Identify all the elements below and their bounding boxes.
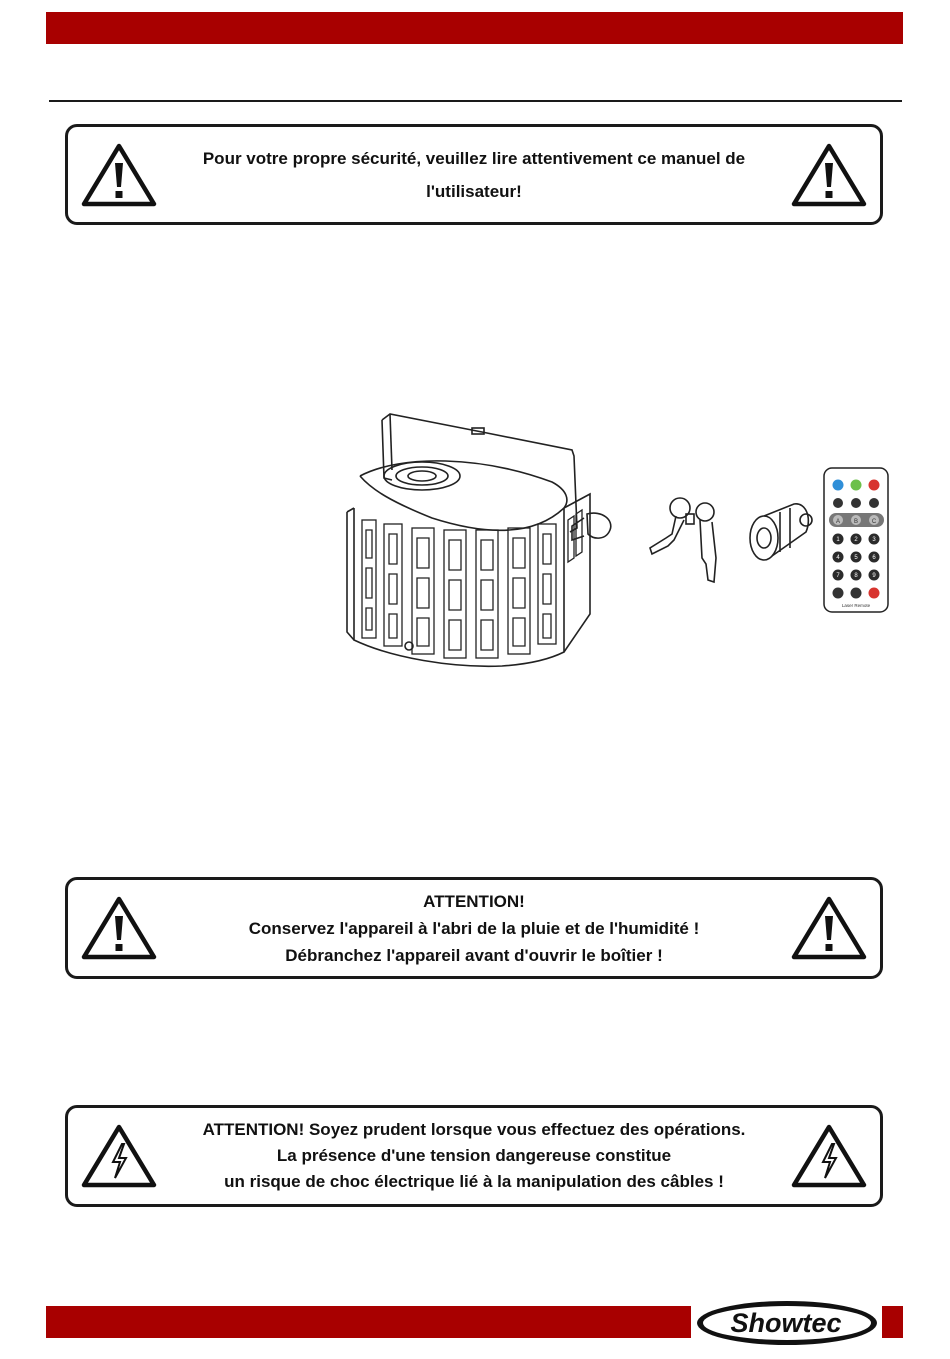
warning-triangle-icon — [790, 141, 868, 209]
keys-drawing — [650, 498, 716, 582]
attention-warning-line: Débranchez l'appareil avant d'ouvrir le boîtier ! — [285, 945, 663, 965]
remote-number-label: 9 — [872, 573, 876, 580]
logo-wordmark: Showtec — [730, 1308, 842, 1338]
footer-accent-bar — [46, 1306, 691, 1338]
electric-warning-line: un risque de choc électrique lié à la manipulation des câbles ! — [224, 1172, 724, 1191]
attention-warning-line: Conservez l'appareil à l'abri de la pluie et de l'humidité ! — [248, 918, 700, 938]
electric-hazard-icon — [80, 1122, 158, 1190]
key-switch-drawing — [750, 504, 812, 560]
remote-number-label: 8 — [854, 573, 858, 580]
remote-button-a: A — [835, 519, 841, 525]
electric-warning-line: ATTENTION! Soyez prudent lorsque vous effectuez des opérations. — [202, 1120, 746, 1139]
electric-hazard-icon — [790, 1122, 868, 1190]
warning-triangle-icon — [790, 894, 868, 962]
attention-warning-box — [65, 877, 883, 979]
footer-accent-stub — [882, 1306, 903, 1338]
safety-warning-line: Pour votre propre sécurité, veuillez lire attentivement ce manuel de — [202, 148, 746, 168]
remote-button-c: C — [871, 519, 877, 525]
remote-number-label: 1 — [836, 537, 840, 544]
electric-warning-text — [168, 1108, 780, 1204]
attention-warning-line: ATTENTION! — [423, 891, 525, 911]
attention-warning-text — [168, 880, 780, 976]
safety-warning-box — [65, 124, 883, 225]
remote-number-label: 5 — [854, 555, 858, 562]
electric-warning-line: La présence d'une tension dangereuse constitue — [276, 1146, 672, 1165]
remote-number-label: 2 — [854, 537, 858, 544]
product-illustration — [332, 408, 902, 678]
safety-warning-line: l'utilisateur! — [426, 181, 522, 201]
electric-warning-box — [65, 1105, 883, 1207]
warning-triangle-icon — [80, 141, 158, 209]
safety-warning-text — [168, 127, 780, 222]
header-accent-bar — [46, 12, 903, 44]
remote-brand-label: Laser Remote — [841, 603, 871, 608]
showtec-logo — [694, 1298, 880, 1348]
remote-number-label: 6 — [872, 555, 876, 562]
remote-button-b: B — [853, 519, 859, 525]
remote-number-label: 7 — [836, 573, 840, 580]
remote-control-drawing — [824, 468, 888, 612]
remote-number-label: 3 — [872, 537, 876, 544]
header-rule — [49, 100, 902, 102]
warning-triangle-icon — [80, 894, 158, 962]
light-fixture-drawing — [347, 414, 611, 666]
remote-number-label: 4 — [836, 555, 840, 562]
